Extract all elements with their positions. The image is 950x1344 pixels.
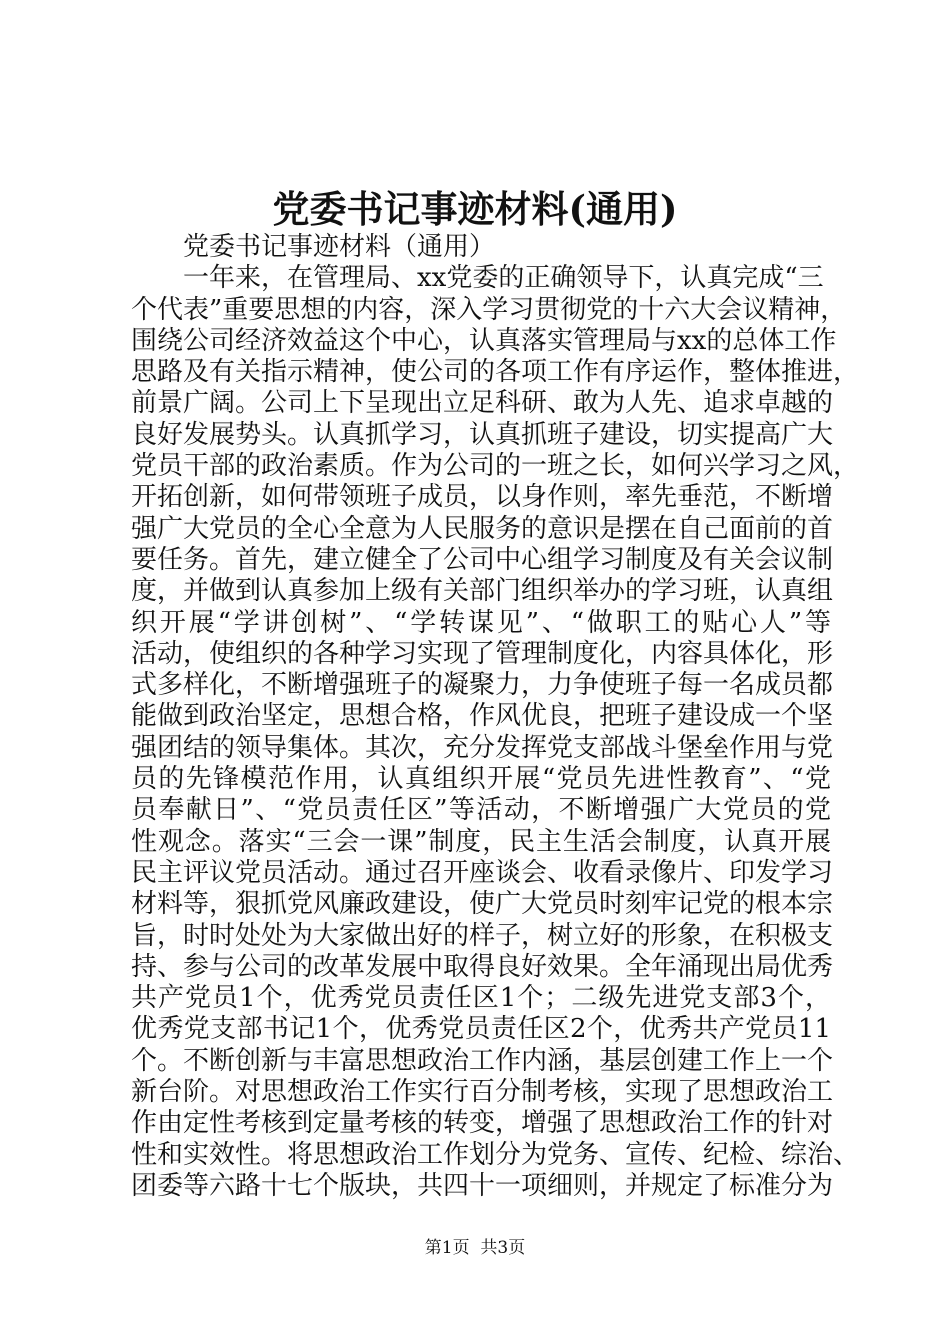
paragraph-line: 优秀党支部书记1个，优秀党员责任区2个，优秀共产党员11 xyxy=(131,1014,831,1045)
paragraph-line: 新台阶。对思想政治工作实行百分制考核，实现了思想政治工 xyxy=(131,1077,834,1108)
subtitle-line: 党委书记事迹材料（通用） xyxy=(183,232,496,262)
paragraph-line: 活动，使组织的各种学习实现了管理制度化，内容具体化，形 xyxy=(131,638,834,669)
paragraph-line: 员奉献日”、“党员责任区”等活动，不断增强广大党员的党 xyxy=(131,795,831,826)
page-number: 第1页 共3页 xyxy=(424,1238,526,1258)
paragraph-line: 式多样化，不断增强班子的凝聚力，力争使班子每一名成员都 xyxy=(131,670,834,701)
document-body xyxy=(131,232,860,1202)
paragraph-line: 持、参与公司的改革发展中取得良好效果。全年涌现出局优秀 xyxy=(131,951,834,982)
paragraph-line: 良好发展势头。认真抓学习，认真抓班子建设，切实提高广大 xyxy=(131,419,834,450)
paragraph-line: 强广大党员的全心全意为人民服务的意识是摆在自己面前的首 xyxy=(131,513,834,544)
page-footer xyxy=(0,1237,950,1259)
paragraph-line: 一年来，在管理局、xx党委的正确领导下，认真完成“三 xyxy=(183,263,824,294)
paragraph-line: 能做到政治坚定，思想合格，作风优良，把班子建设成一个坚 xyxy=(131,701,834,732)
paragraph-line: 性和实效性。将思想政治工作划分为党务、宣传、纪检、综治、 xyxy=(131,1139,860,1170)
page-title: 党委书记事迹材料(通用) xyxy=(272,187,678,231)
paragraph-line: 度，并做到认真参加上级有关部门组织举办的学习班，认真组 xyxy=(131,576,834,607)
paragraph-line: 材料等，狠抓党风廉政建设，使广大党员时刻牢记党的根本宗 xyxy=(131,889,834,920)
paragraph-line: 要任务。首先，建立健全了公司中心组学习制度及有关会议制 xyxy=(131,544,834,575)
paragraph-line: 旨，时时处处为大家做出好的样子，树立好的形象，在积极支 xyxy=(131,920,834,951)
paragraph-line: 性观念。落实“三会一课”制度，民主生活会制度，认真开展 xyxy=(131,826,831,857)
paragraph-line: 共产党员1个，优秀党员责任区1个；二级先进党支部3个， xyxy=(131,983,831,1014)
paragraph-line: 围绕公司经济效益这个中心，认真落实管理局与xx的总体工作 xyxy=(131,325,837,356)
paragraph-line: 团委等六路十七个版块，共四十一项细则，并规定了标准分为 xyxy=(131,1170,834,1201)
paragraph-line: 个代表”重要思想的内容，深入学习贯彻党的十六大会议精神， xyxy=(131,294,847,325)
paragraph-line: 强团结的领导集体。其次，充分发挥党支部战斗堡垒作用与党 xyxy=(131,732,834,763)
paragraph-line: 个。不断创新与丰富思想政治工作内涵，基层创建工作上一个 xyxy=(131,1045,834,1076)
paragraph-line: 织开展“学讲创树”、“学转谋见”、“做职工的贴心人”等 xyxy=(131,607,831,638)
paragraph-line: 前景广阔。公司上下呈现出立足科研、敢为人先、追求卓越的 xyxy=(131,388,834,419)
paragraph-line: 作由定性考核到定量考核的转变，增强了思想政治工作的针对 xyxy=(131,1108,834,1139)
paragraph-line: 党员干部的政治素质。作为公司的一班之长，如何兴学习之风， xyxy=(131,451,860,482)
paragraph-line: 开拓创新，如何带领班子成员，以身作则，率先垂范，不断增 xyxy=(131,482,834,513)
paragraph-line: 思路及有关指示精神，使公司的各项工作有序运作，整体推进， xyxy=(131,357,860,388)
paragraph-line: 员的先锋模范作用，认真组织开展“党员先进性教育”、“党 xyxy=(131,764,831,795)
paragraph-line: 民主评议党员活动。通过召开座谈会、收看录像片、印发学习 xyxy=(131,857,834,888)
